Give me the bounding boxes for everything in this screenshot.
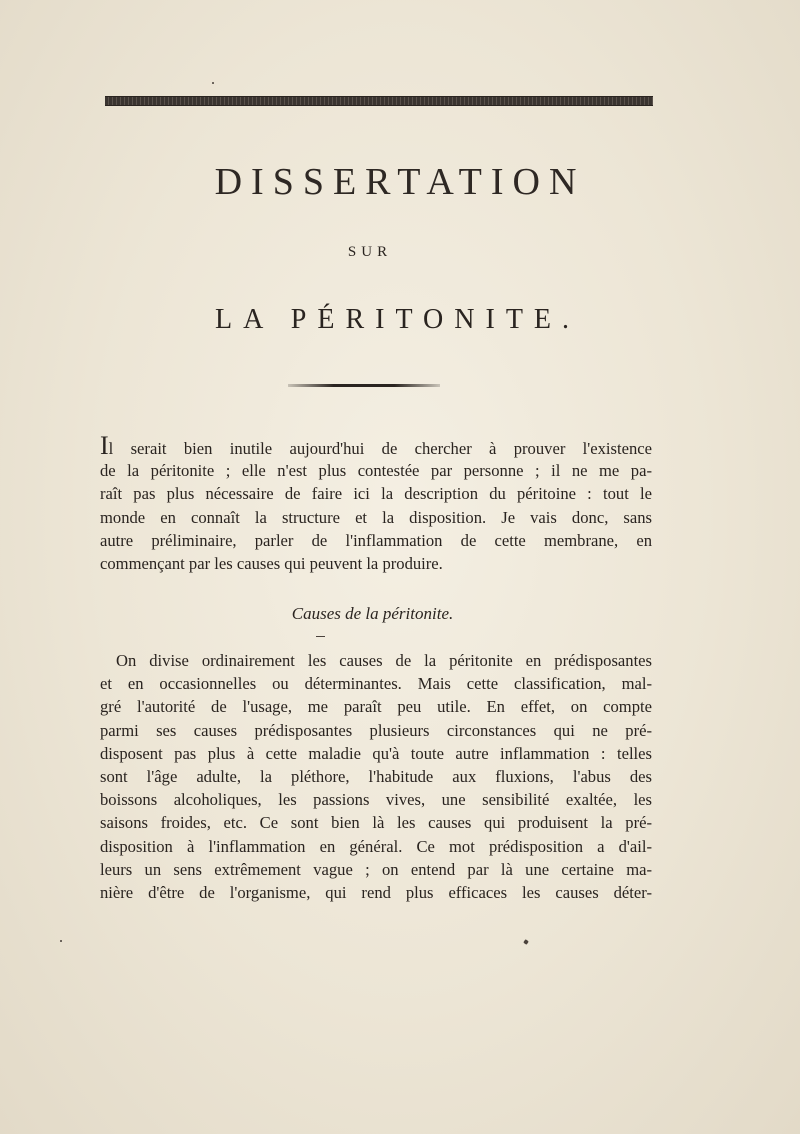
text-line: nière d'être de l'organisme, qui rend plus efficaces les causes déter- [100, 882, 652, 902]
text-line: parmi ses causes prédisposantes plusieurs circonstances qui ne pré- [100, 720, 652, 740]
text-line: saisons froides, etc. Ce sont bien là les causes qui produisent la pré- [100, 813, 652, 833]
ink-speck [523, 939, 529, 945]
page-title: DISSERTATION [214, 161, 586, 203]
section-dash [316, 636, 325, 637]
decorative-divider [288, 384, 440, 387]
text-line: sont l'âge adulte, la pléthore, l'habitude aux fluxions, l'abus des [100, 766, 652, 786]
ink-speck [60, 940, 63, 943]
line-text: l serait bien inutile aujourd'hui de chercher à prouver l'existence [108, 439, 652, 458]
drop-cap: I [100, 436, 109, 460]
text-line: monde en connaît la structure et la disposition. Je vais donc, sans [100, 507, 652, 527]
text-line: boissons alcoholiques, les passions vives, une sensibilité exaltée, les [100, 790, 652, 810]
text-line: disposent pas plus à cette maladie qu'à toute autre inflammation : telles [100, 743, 652, 763]
text-line: commençant par les causes qui peuvent la produire. [100, 553, 443, 573]
text-line: raît pas plus nécessaire de faire ici la description du péritoine : tout le [100, 484, 652, 504]
text-line [100, 436, 652, 459]
text-line: de la péritonite ; elle n'est plus contestée par personne ; il ne me pa- [100, 461, 652, 481]
text-line: autre préliminaire, parler de l'inflammation de cette membrane, en [100, 530, 652, 550]
text-line: leurs un sens extrêmement vague ; on entend par là une certaine ma- [100, 859, 652, 879]
text-line: On divise ordinairement les causes de la péritonite en prédisposantes [116, 651, 652, 670]
text-line: gré l'autorité de l'usage, me paraît peu utile. En effet, on compte [100, 697, 652, 717]
ornamental-top-rule [105, 96, 653, 106]
paragraph-causes [100, 649, 652, 904]
section-heading: Causes de la péritonite. [291, 604, 454, 623]
text-line: disposition à l'inflammation en général. Ce mot prédisposition a d'ail- [100, 836, 652, 856]
text-line: et en occasionnelles ou déterminantes. Mais cette classification, mal- [100, 674, 652, 694]
paragraph-intro [100, 436, 652, 575]
ink-speck [212, 82, 215, 85]
title-connector: SUR [347, 244, 393, 260]
page-subtitle: LA PÉRITONITE. [215, 304, 581, 335]
